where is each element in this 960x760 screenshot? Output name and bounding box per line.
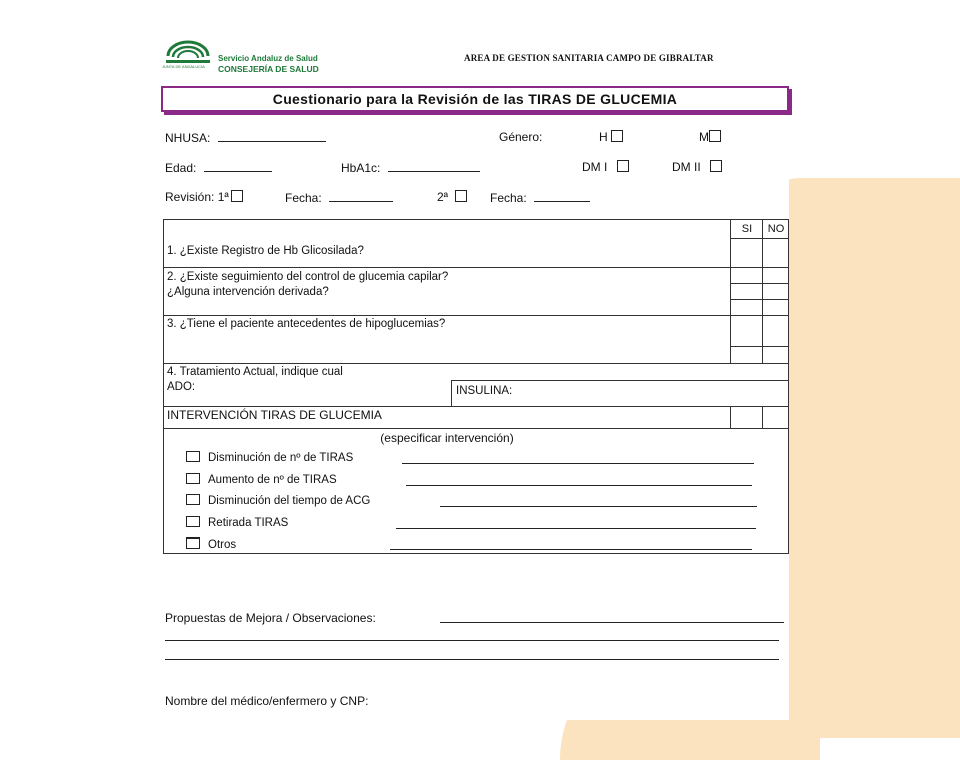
intervention-title: INTERVENCIÓN TIRAS DE GLUCEMIA	[167, 408, 382, 422]
question-2-sub: ¿Alguna intervención derivada?	[167, 286, 329, 298]
propuestas-line-3[interactable]	[165, 647, 779, 660]
revision-2-option[interactable]	[437, 190, 467, 204]
edad-field[interactable]	[165, 160, 272, 175]
questions-table	[163, 219, 789, 554]
question-4: 4. Tratamiento Actual, indique cual	[167, 366, 343, 378]
propuestas-label: Propuestas de Mejora / Observaciones:	[165, 611, 376, 625]
option-4-label: Retirada TIRAS	[208, 517, 289, 529]
insulina-field[interactable]: INSULINA:	[456, 385, 513, 397]
dm2-option[interactable]	[672, 160, 722, 174]
fecha-2-field[interactable]	[490, 190, 590, 205]
form-page	[156, 20, 789, 720]
propuestas-line-2[interactable]	[165, 628, 779, 641]
h-option[interactable]	[599, 130, 623, 144]
revision-1-checkbox[interactable]	[231, 190, 243, 202]
no-header: NO	[762, 220, 789, 238]
form-title: Cuestionario para la Revisión de las TIRAS DE GLUCEMIA	[161, 86, 789, 112]
h-label: H	[599, 130, 608, 144]
divider-5	[164, 428, 788, 429]
junta-andalucia-logo	[162, 38, 214, 72]
ado-field[interactable]: ADO:	[167, 381, 196, 393]
option-retirada-tiras[interactable]	[186, 516, 288, 529]
genero-label: Género:	[499, 130, 543, 144]
question-2: 2. ¿Existe seguimiento del control de glucemia capilar?	[167, 271, 449, 283]
option-3-checkbox[interactable]	[186, 494, 200, 505]
question-3: 3. ¿Tiene el paciente antecedentes de hipoglucemias?	[167, 318, 446, 330]
ado-insulina-divider	[451, 380, 452, 406]
specify-intervention: (especificar intervención)	[380, 431, 514, 445]
dm1-label: DM I	[582, 160, 608, 174]
hba1c-field[interactable]	[341, 160, 480, 175]
option-2-checkbox[interactable]	[186, 473, 200, 484]
hba1c-label: HbA1c:	[341, 161, 381, 175]
q1-si-cell[interactable]	[730, 238, 762, 267]
question-1: 1. ¿Existe Registro de Hb Glicosilada?	[167, 245, 364, 257]
option-5-checkbox[interactable]	[186, 537, 200, 549]
option-4-checkbox[interactable]	[186, 516, 200, 527]
q2-si-cell[interactable]	[730, 267, 762, 297]
divider-1	[164, 267, 788, 268]
option-1-line	[402, 452, 754, 464]
nombre-medico-label: Nombre del médico/enfermero y CNP:	[165, 694, 369, 708]
m-option[interactable]	[699, 130, 721, 144]
option-5-label: Otros	[208, 539, 237, 551]
nhusa-line	[218, 130, 326, 142]
option-2-label: Aumento de nº de TIRAS	[208, 474, 337, 486]
option-2-line	[406, 474, 752, 486]
nhusa-field[interactable]	[165, 130, 326, 145]
q3-no-cell[interactable]	[762, 315, 788, 346]
m-checkbox[interactable]	[709, 130, 721, 142]
area-title: AREA DE GESTION SANITARIA CAMPO DE GIBRALTAR	[464, 53, 714, 63]
option-4-line	[396, 517, 756, 529]
org-line-1: Servicio Andaluz de Salud	[218, 54, 318, 63]
dm2-label: DM II	[672, 160, 701, 174]
option-1-checkbox[interactable]	[186, 451, 200, 462]
propuestas-line-1[interactable]	[440, 610, 784, 623]
edad-line	[204, 160, 272, 172]
divider-3	[164, 363, 788, 364]
organization-name	[218, 54, 319, 74]
option-1-label: Disminución de nº de TIRAS	[208, 452, 354, 464]
fecha-2-line	[534, 190, 590, 202]
option-aumento-tiras[interactable]	[186, 473, 337, 486]
fecha-1-line	[329, 190, 393, 202]
option-3-label: Disminución del tiempo de ACG	[208, 495, 371, 507]
edad-label: Edad:	[165, 161, 197, 175]
int-si-cell[interactable]	[730, 406, 762, 428]
dm1-option[interactable]	[582, 160, 629, 174]
m-label: M	[699, 130, 709, 144]
q1-no-cell[interactable]	[762, 238, 788, 267]
fecha-1-label: Fecha:	[285, 191, 322, 205]
hba1c-line	[388, 160, 480, 172]
revision-2-label: 2ª	[437, 190, 449, 204]
q2-no-cell[interactable]	[762, 267, 788, 297]
int-no-cell[interactable]	[762, 406, 788, 428]
option-otros[interactable]	[186, 537, 236, 551]
dm1-checkbox[interactable]	[617, 160, 629, 172]
insulina-top-line	[451, 380, 788, 381]
dm2-checkbox[interactable]	[710, 160, 722, 172]
option-disminucion-tiempo[interactable]	[186, 494, 370, 507]
revision-1-option[interactable]	[165, 190, 243, 204]
revision-label: Revisión: 1ª	[165, 190, 229, 204]
option-5-line	[390, 538, 752, 550]
fecha-1-field[interactable]	[285, 190, 393, 205]
si-header: SI	[730, 220, 763, 238]
org-line-2: CONSEJERÍA DE SALUD	[218, 64, 319, 74]
logo-caption: JUNTA DE ANDALUCIA	[162, 64, 205, 69]
divider-4	[164, 406, 788, 407]
nhusa-label: NHUSA:	[165, 131, 211, 145]
revision-2-checkbox[interactable]	[455, 190, 467, 202]
q3-si-cell[interactable]	[730, 315, 762, 346]
divider-2	[164, 315, 788, 316]
option-3-line	[440, 495, 757, 507]
h-checkbox[interactable]	[611, 130, 623, 142]
option-disminucion-tiras[interactable]	[186, 451, 353, 464]
fecha-2-label: Fecha:	[490, 191, 527, 205]
